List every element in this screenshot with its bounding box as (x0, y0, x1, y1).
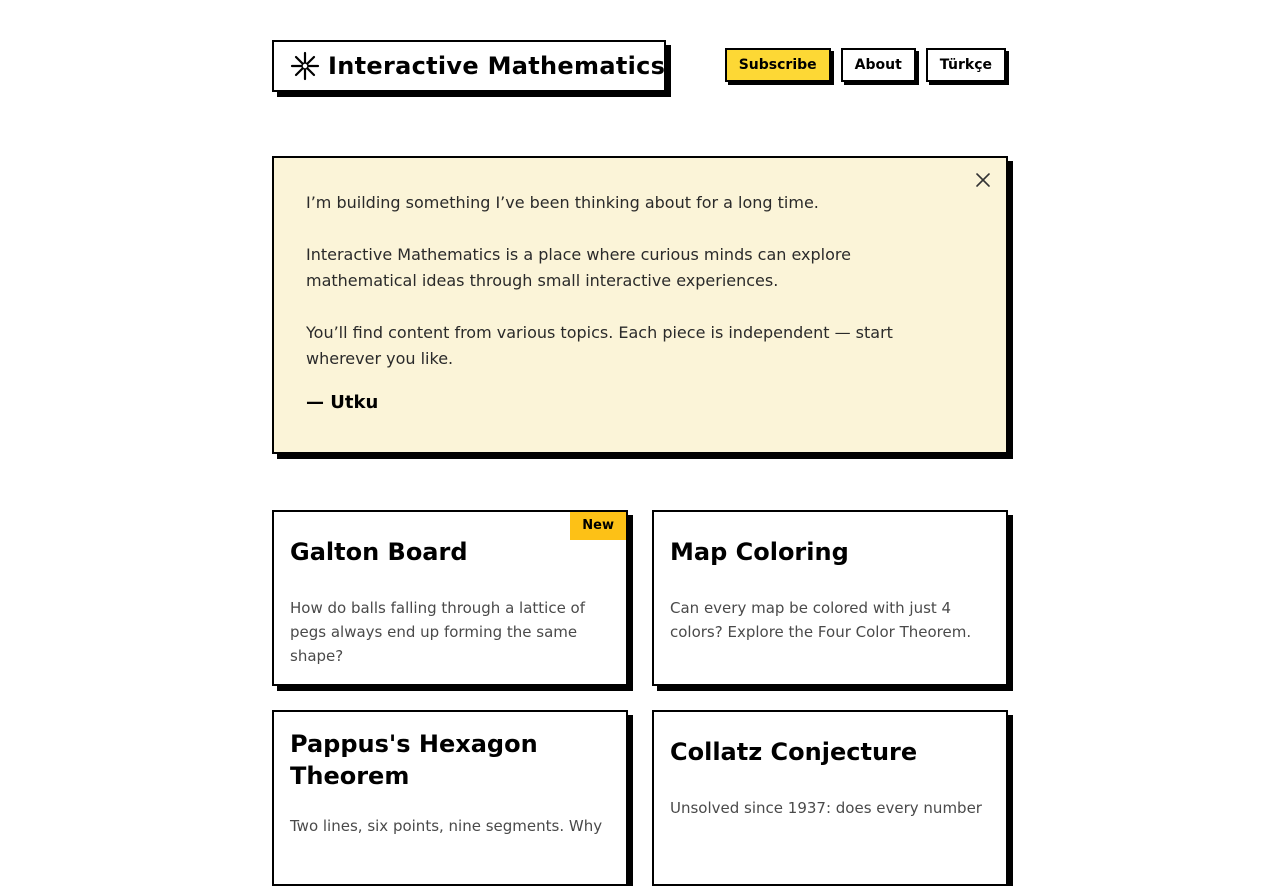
note-paragraph: I’m building something I’ve been thinking about for a long time. (306, 193, 819, 212)
note-paragraph: Interactive Mathematics is a place where curious minds can explore mathematical ideas through small interactive experiences. (306, 245, 851, 290)
intro-note (272, 156, 1008, 454)
card-collatz-conjecture[interactable] (652, 710, 1008, 886)
language-button[interactable]: Türkçe (926, 48, 1006, 82)
note-paragraph: You’ll find content from various topics. Each piece is independent — start wherever you like. (306, 323, 893, 368)
subscribe-button[interactable]: Subscribe (725, 48, 831, 82)
card-galton-board[interactable] (272, 510, 628, 686)
card-description: Unsolved since 1937: does every number (670, 799, 982, 817)
card-map-coloring[interactable] (652, 510, 1008, 686)
header-nav (725, 48, 1006, 82)
new-badge: New (570, 512, 626, 540)
card-description: How do balls falling through a lattice of pegs always end up forming the same shape? (290, 599, 586, 665)
asterisk-burst-icon (290, 51, 320, 81)
card-title: Map Coloring (670, 538, 849, 566)
card-description: Can every map be colored with just 4 colors? Explore the Four Color Theorem. (670, 599, 972, 641)
site-logo-link[interactable] (272, 40, 666, 92)
card-title: Collatz Conjecture (670, 738, 918, 766)
note-signature: — Utku (306, 392, 379, 413)
card-title: Pappus's Hexagon Theorem (290, 730, 538, 790)
card-title: Galton Board (290, 538, 468, 566)
close-icon[interactable] (974, 171, 992, 189)
site-title: Interactive Mathematics (328, 52, 666, 80)
about-button[interactable]: About (841, 48, 916, 82)
card-description: Two lines, six points, nine segments. Why (290, 817, 603, 835)
card-pappus-hexagon[interactable] (272, 710, 628, 886)
